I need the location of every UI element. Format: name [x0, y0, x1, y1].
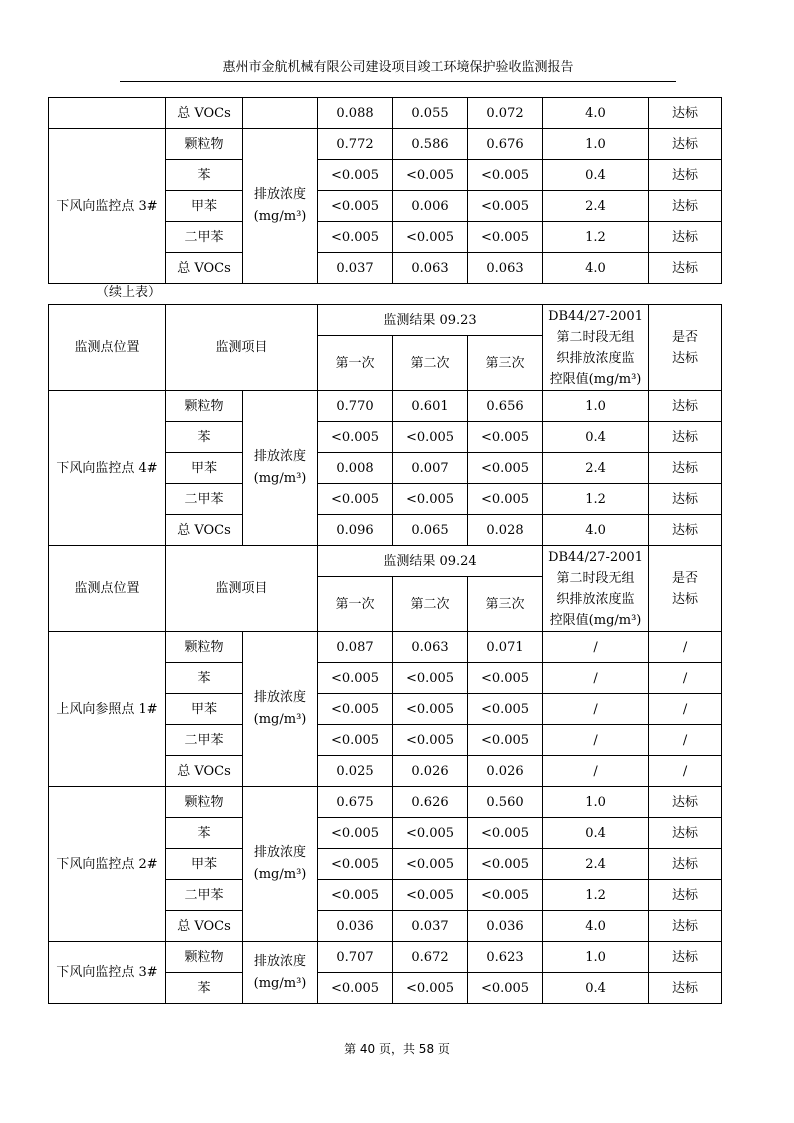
result-cell: <0.005	[318, 663, 393, 694]
result-cell: 0.025	[318, 756, 393, 787]
comply-cell: /	[649, 663, 722, 694]
item-cell: 总 VOCs	[166, 756, 243, 787]
result-cell: <0.005	[468, 160, 543, 191]
header-second: 第二次	[393, 577, 468, 632]
position-cell: 下风向监控点 4#	[49, 391, 166, 546]
result-cell: <0.005	[318, 849, 393, 880]
result-cell: 0.008	[318, 453, 393, 484]
result-cell: <0.005	[318, 484, 393, 515]
table-row	[49, 632, 722, 663]
standard-line: 织排放浓度监	[556, 350, 635, 366]
result-cell: 0.036	[318, 911, 393, 942]
result-cell: 0.088	[318, 98, 393, 129]
result-cell: 0.007	[393, 453, 468, 484]
limit-cell: 2.4	[543, 849, 649, 880]
item-cell: 苯	[166, 818, 243, 849]
unit-cell	[243, 787, 318, 942]
result-cell: 0.065	[393, 515, 468, 546]
item-cell: 苯	[166, 973, 243, 1004]
result-cell: <0.005	[393, 694, 468, 725]
result-cell: 0.055	[393, 98, 468, 129]
header-result-date: 监测结果 09.23	[318, 305, 543, 336]
limit-cell: 1.2	[543, 222, 649, 253]
item-cell: 甲苯	[166, 453, 243, 484]
header-item: 监测项目	[166, 305, 318, 391]
item-cell: 苯	[166, 160, 243, 191]
limit-cell: 2.4	[543, 453, 649, 484]
comply-line: 是否	[672, 570, 699, 586]
limit-cell: 1.0	[543, 129, 649, 160]
position-cell: 下风向监控点 3#	[49, 942, 166, 1004]
limit-cell: 4.0	[543, 98, 649, 129]
table-row	[49, 129, 722, 160]
comply-cell: 达标	[649, 160, 722, 191]
header-comply	[649, 305, 722, 391]
comply-cell: 达标	[649, 222, 722, 253]
limit-cell: 1.0	[543, 787, 649, 818]
result-cell: <0.005	[468, 849, 543, 880]
table-row	[49, 787, 722, 818]
continued-label: （续上表）	[96, 285, 162, 300]
item-cell: 二甲苯	[166, 880, 243, 911]
result-cell: <0.005	[393, 818, 468, 849]
position-cell: 下风向监控点 2#	[49, 787, 166, 942]
result-cell: <0.005	[468, 880, 543, 911]
result-cell: <0.005	[393, 849, 468, 880]
standard-line: 织排放浓度监	[556, 591, 635, 607]
result-cell: 0.037	[393, 911, 468, 942]
unit-value: (mg/m³)	[253, 712, 307, 727]
unit-value: (mg/m³)	[253, 975, 307, 991]
result-cell: 0.623	[468, 942, 543, 973]
limit-cell: 1.0	[543, 391, 649, 422]
item-cell: 颗粒物	[166, 787, 243, 818]
result-cell: 0.586	[393, 129, 468, 160]
unit-value: (mg/m³)	[253, 867, 307, 882]
unit-value: (mg/m³)	[253, 209, 307, 224]
comply-line: 达标	[672, 591, 699, 607]
table-header-row	[49, 305, 722, 336]
header-rule	[120, 81, 676, 82]
result-cell: <0.005	[468, 818, 543, 849]
comply-cell: 达标	[649, 129, 722, 160]
result-cell: <0.005	[468, 453, 543, 484]
result-cell: <0.005	[468, 694, 543, 725]
unit-label: 排放浓度	[254, 449, 307, 464]
item-cell: 二甲苯	[166, 222, 243, 253]
result-cell: <0.005	[393, 222, 468, 253]
result-cell: 0.071	[468, 632, 543, 663]
comply-cell: 达标	[649, 191, 722, 222]
comply-cell: /	[649, 694, 722, 725]
comply-cell: /	[649, 756, 722, 787]
result-cell: <0.005	[318, 725, 393, 756]
item-cell: 颗粒物	[166, 129, 243, 160]
comply-cell: 达标	[649, 453, 722, 484]
comply-cell: 达标	[649, 849, 722, 880]
header-comply	[649, 546, 722, 632]
result-cell: <0.005	[318, 973, 393, 1004]
header-position: 监测点位置	[49, 305, 166, 391]
header-first: 第一次	[318, 577, 393, 632]
limit-cell: 4.0	[543, 253, 649, 284]
comply-cell: 达标	[649, 484, 722, 515]
limit-cell: /	[543, 632, 649, 663]
result-cell: 0.626	[393, 787, 468, 818]
table-header-row	[49, 546, 722, 577]
result-cell: 0.707	[318, 942, 393, 973]
unit-cell	[243, 632, 318, 787]
limit-cell: /	[543, 756, 649, 787]
result-cell: <0.005	[468, 725, 543, 756]
result-cell: <0.005	[318, 160, 393, 191]
item-cell: 甲苯	[166, 694, 243, 725]
comply-line: 达标	[672, 350, 699, 366]
result-cell: <0.005	[318, 422, 393, 453]
comply-cell: /	[649, 725, 722, 756]
comply-cell: 达标	[649, 942, 722, 973]
limit-cell: 0.4	[543, 422, 649, 453]
header-item: 监测项目	[166, 546, 318, 632]
unit-cell	[243, 942, 318, 1004]
unit-cell	[243, 391, 318, 546]
comply-cell: 达标	[649, 818, 722, 849]
item-cell: 总 VOCs	[166, 911, 243, 942]
limit-cell: 1.2	[543, 880, 649, 911]
result-cell: <0.005	[318, 222, 393, 253]
comply-cell: 达标	[649, 880, 722, 911]
result-cell: 0.037	[318, 253, 393, 284]
header-third: 第三次	[468, 577, 543, 632]
limit-cell: 0.4	[543, 160, 649, 191]
position-cell	[49, 98, 166, 129]
result-cell: <0.005	[393, 422, 468, 453]
table-row	[49, 391, 722, 422]
header-standard	[543, 546, 649, 632]
result-cell: 0.026	[468, 756, 543, 787]
result-cell: 0.072	[468, 98, 543, 129]
comply-cell: 达标	[649, 911, 722, 942]
result-cell: <0.005	[393, 484, 468, 515]
result-cell: 0.063	[393, 253, 468, 284]
result-cell: 0.063	[393, 632, 468, 663]
limit-cell: 1.2	[543, 484, 649, 515]
standard-code: DB44/27-2001	[548, 549, 643, 565]
unit-label: 排放浓度	[254, 953, 307, 969]
limit-cell: /	[543, 725, 649, 756]
unit-cell	[243, 129, 318, 284]
result-cell: 0.770	[318, 391, 393, 422]
comply-cell: /	[649, 632, 722, 663]
result-cell: 0.026	[393, 756, 468, 787]
result-cell: <0.005	[393, 973, 468, 1004]
table-row	[49, 942, 722, 973]
standard-line: 第二时段无组	[556, 329, 635, 345]
result-cell: 0.560	[468, 787, 543, 818]
limit-cell: /	[543, 663, 649, 694]
comply-cell: 达标	[649, 422, 722, 453]
comply-cell: 达标	[649, 391, 722, 422]
standard-line: 控限值(mg/m³)	[549, 371, 642, 387]
result-cell: 0.672	[393, 942, 468, 973]
result-cell: <0.005	[468, 663, 543, 694]
comply-cell: 达标	[649, 787, 722, 818]
result-cell: <0.005	[318, 880, 393, 911]
result-cell: 0.036	[468, 911, 543, 942]
result-cell: <0.005	[468, 484, 543, 515]
item-cell: 总 VOCs	[166, 98, 243, 129]
table-fragment-top	[48, 97, 722, 284]
limit-cell: /	[543, 694, 649, 725]
result-cell: 0.028	[468, 515, 543, 546]
table-row	[49, 98, 722, 129]
result-cell: <0.005	[318, 694, 393, 725]
report-header-title: 惠州市金航机械有限公司建设项目竣工环境保护验收监测报告	[222, 60, 574, 75]
item-cell: 颗粒物	[166, 942, 243, 973]
position-cell: 上风向参照点 1#	[49, 632, 166, 787]
item-cell: 总 VOCs	[166, 253, 243, 284]
comply-cell: 达标	[649, 973, 722, 1004]
result-cell: <0.005	[393, 160, 468, 191]
result-cell: 0.676	[468, 129, 543, 160]
result-cell: 0.675	[318, 787, 393, 818]
comply-cell: 达标	[649, 98, 722, 129]
result-cell: <0.005	[318, 818, 393, 849]
item-cell: 苯	[166, 663, 243, 694]
item-cell: 总 VOCs	[166, 515, 243, 546]
item-cell: 甲苯	[166, 191, 243, 222]
limit-cell: 1.0	[543, 942, 649, 973]
item-cell: 颗粒物	[166, 632, 243, 663]
result-cell: <0.005	[468, 973, 543, 1004]
limit-cell: 2.4	[543, 191, 649, 222]
result-cell: <0.005	[468, 422, 543, 453]
unit-label: 排放浓度	[253, 187, 306, 202]
result-cell: 0.087	[318, 632, 393, 663]
unit-value: (mg/m³)	[253, 471, 307, 486]
header-position: 监测点位置	[49, 546, 166, 632]
result-cell: 0.006	[393, 191, 468, 222]
result-cell: 0.096	[318, 515, 393, 546]
header-third: 第三次	[468, 336, 543, 391]
result-cell: 0.063	[468, 253, 543, 284]
standard-code: DB44/27-2001	[548, 308, 643, 324]
unit-label: 排放浓度	[254, 845, 307, 860]
result-cell: <0.005	[393, 663, 468, 694]
result-cell: <0.005	[393, 725, 468, 756]
limit-cell: 4.0	[543, 515, 649, 546]
comply-line: 是否	[672, 329, 699, 345]
result-cell: 0.772	[318, 129, 393, 160]
header-second: 第二次	[393, 336, 468, 391]
header-standard	[543, 305, 649, 391]
monitoring-results-table	[48, 304, 722, 1004]
item-cell: 二甲苯	[166, 484, 243, 515]
result-cell: <0.005	[318, 191, 393, 222]
result-cell: 0.656	[468, 391, 543, 422]
unit-label: 排放浓度	[254, 690, 307, 705]
result-cell: <0.005	[468, 191, 543, 222]
item-cell: 甲苯	[166, 849, 243, 880]
standard-line: 控限值(mg/m³)	[549, 612, 642, 628]
page-number: 第 40 页，共 58 页	[344, 1042, 450, 1056]
item-cell: 苯	[166, 422, 243, 453]
position-cell: 下风向监控点 3#	[49, 129, 166, 284]
limit-cell: 0.4	[543, 973, 649, 1004]
header-result-date: 监测结果 09.24	[318, 546, 543, 577]
limit-cell: 4.0	[543, 911, 649, 942]
standard-line: 第二时段无组	[556, 570, 635, 586]
header-first: 第一次	[318, 336, 393, 391]
comply-cell: 达标	[649, 515, 722, 546]
result-cell: <0.005	[468, 222, 543, 253]
result-cell: 0.601	[393, 391, 468, 422]
comply-cell: 达标	[649, 253, 722, 284]
limit-cell: 0.4	[543, 818, 649, 849]
item-cell: 颗粒物	[166, 391, 243, 422]
item-cell: 二甲苯	[166, 725, 243, 756]
unit-cell	[243, 98, 318, 129]
result-cell: <0.005	[393, 880, 468, 911]
